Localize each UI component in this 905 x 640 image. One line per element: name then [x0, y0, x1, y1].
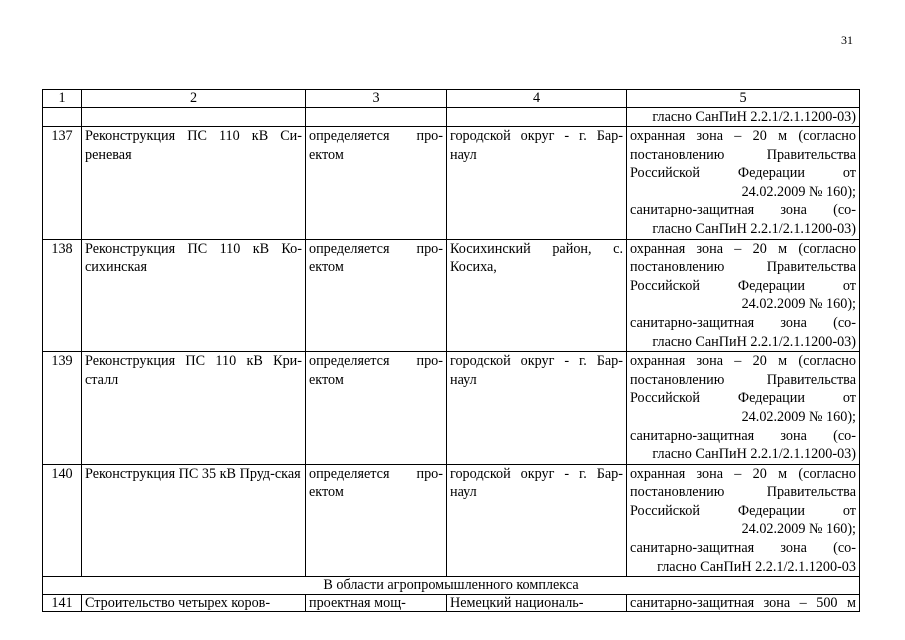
- object-name: Реконструкция ПС 110 кВ Кри-сталл: [82, 352, 306, 465]
- column-header: 4: [447, 90, 627, 108]
- row-number: 140: [43, 464, 82, 577]
- empty-cell: [43, 108, 82, 127]
- area-cell: определяется про-ектом: [306, 239, 447, 352]
- location-cell: городской округ - г. Бар-наул: [447, 352, 627, 465]
- location-cell: городской округ - г. Бар-наул: [447, 464, 627, 577]
- continuation-row: [43, 108, 860, 127]
- empty-cell: [447, 108, 627, 127]
- empty-cell: [82, 108, 306, 127]
- table-row: [43, 352, 860, 465]
- section-heading-row: [43, 577, 860, 595]
- column-number-row: [43, 90, 860, 108]
- row-number: 139: [43, 352, 82, 465]
- column-header: 5: [627, 90, 860, 108]
- location-cell: Косихинский район, с. Косиха,: [447, 239, 627, 352]
- object-name: Строительство четырех коров-: [82, 595, 306, 612]
- row-number: 137: [43, 127, 82, 240]
- requirements-cell: охранная зона – 20 м (согласно постановлению Правительства Российской Федерации от 24.02.2009 № 160); санитарно-защитная зона (со- гласно СанПиН 2.2.1/2.1.1200-03): [627, 127, 860, 240]
- area-cell: определяется про-ектом: [306, 352, 447, 465]
- column-header: 3: [306, 90, 447, 108]
- location-cell: городской округ - г. Бар-наул: [447, 127, 627, 240]
- row-number: 138: [43, 239, 82, 352]
- row-number: 141: [43, 595, 82, 612]
- table-row: [43, 239, 860, 352]
- table-row: [43, 464, 860, 577]
- area-cell: определяется про-ектом: [306, 127, 447, 240]
- object-name: Реконструкция ПС 110 кВ Ко-сихинская: [82, 239, 306, 352]
- continuation-text: гласно СанПиН 2.2.1/2.1.1200-03): [627, 108, 860, 127]
- table-row: [43, 127, 860, 240]
- requirements-table: [42, 89, 860, 612]
- requirements-cell: охранная зона – 20 м (согласно постановлению Правительства Российской Федерации от 24.02.2009 № 160); санитарно-защитная зона (со- гласно СанПиН 2.2.1/2.1.1200-03): [627, 352, 860, 465]
- column-header: 1: [43, 90, 82, 108]
- section-title: В области агропромышленного комплекса: [43, 577, 860, 595]
- object-name: Реконструкция ПС 35 кВ Пруд-ская: [82, 464, 306, 577]
- column-header: 2: [82, 90, 306, 108]
- requirements-cell: санитарно-защитная зона – 500 м: [627, 595, 860, 612]
- location-cell: Немецкий националь-: [447, 595, 627, 612]
- area-cell: определяется про-ектом: [306, 464, 447, 577]
- area-cell: проектная мощ-: [306, 595, 447, 612]
- object-name: Реконструкция ПС 110 кВ Си-реневая: [82, 127, 306, 240]
- requirements-cell: охранная зона – 20 м (согласно постановлению Правительства Российской Федерации от 24.02.2009 № 160); санитарно-защитная зона (со- гласно СанПиН 2.2.1/2.1.1200-03): [627, 239, 860, 352]
- table-row: [43, 595, 860, 612]
- empty-cell: [306, 108, 447, 127]
- page-number: 31: [841, 33, 853, 47]
- requirements-cell: охранная зона – 20 м (согласно постановлению Правительства Российской Федерации от 24.02.2009 № 160); санитарно-защитная зона (со- гласно СанПиН 2.2.1/2.1.1200-03: [627, 464, 860, 577]
